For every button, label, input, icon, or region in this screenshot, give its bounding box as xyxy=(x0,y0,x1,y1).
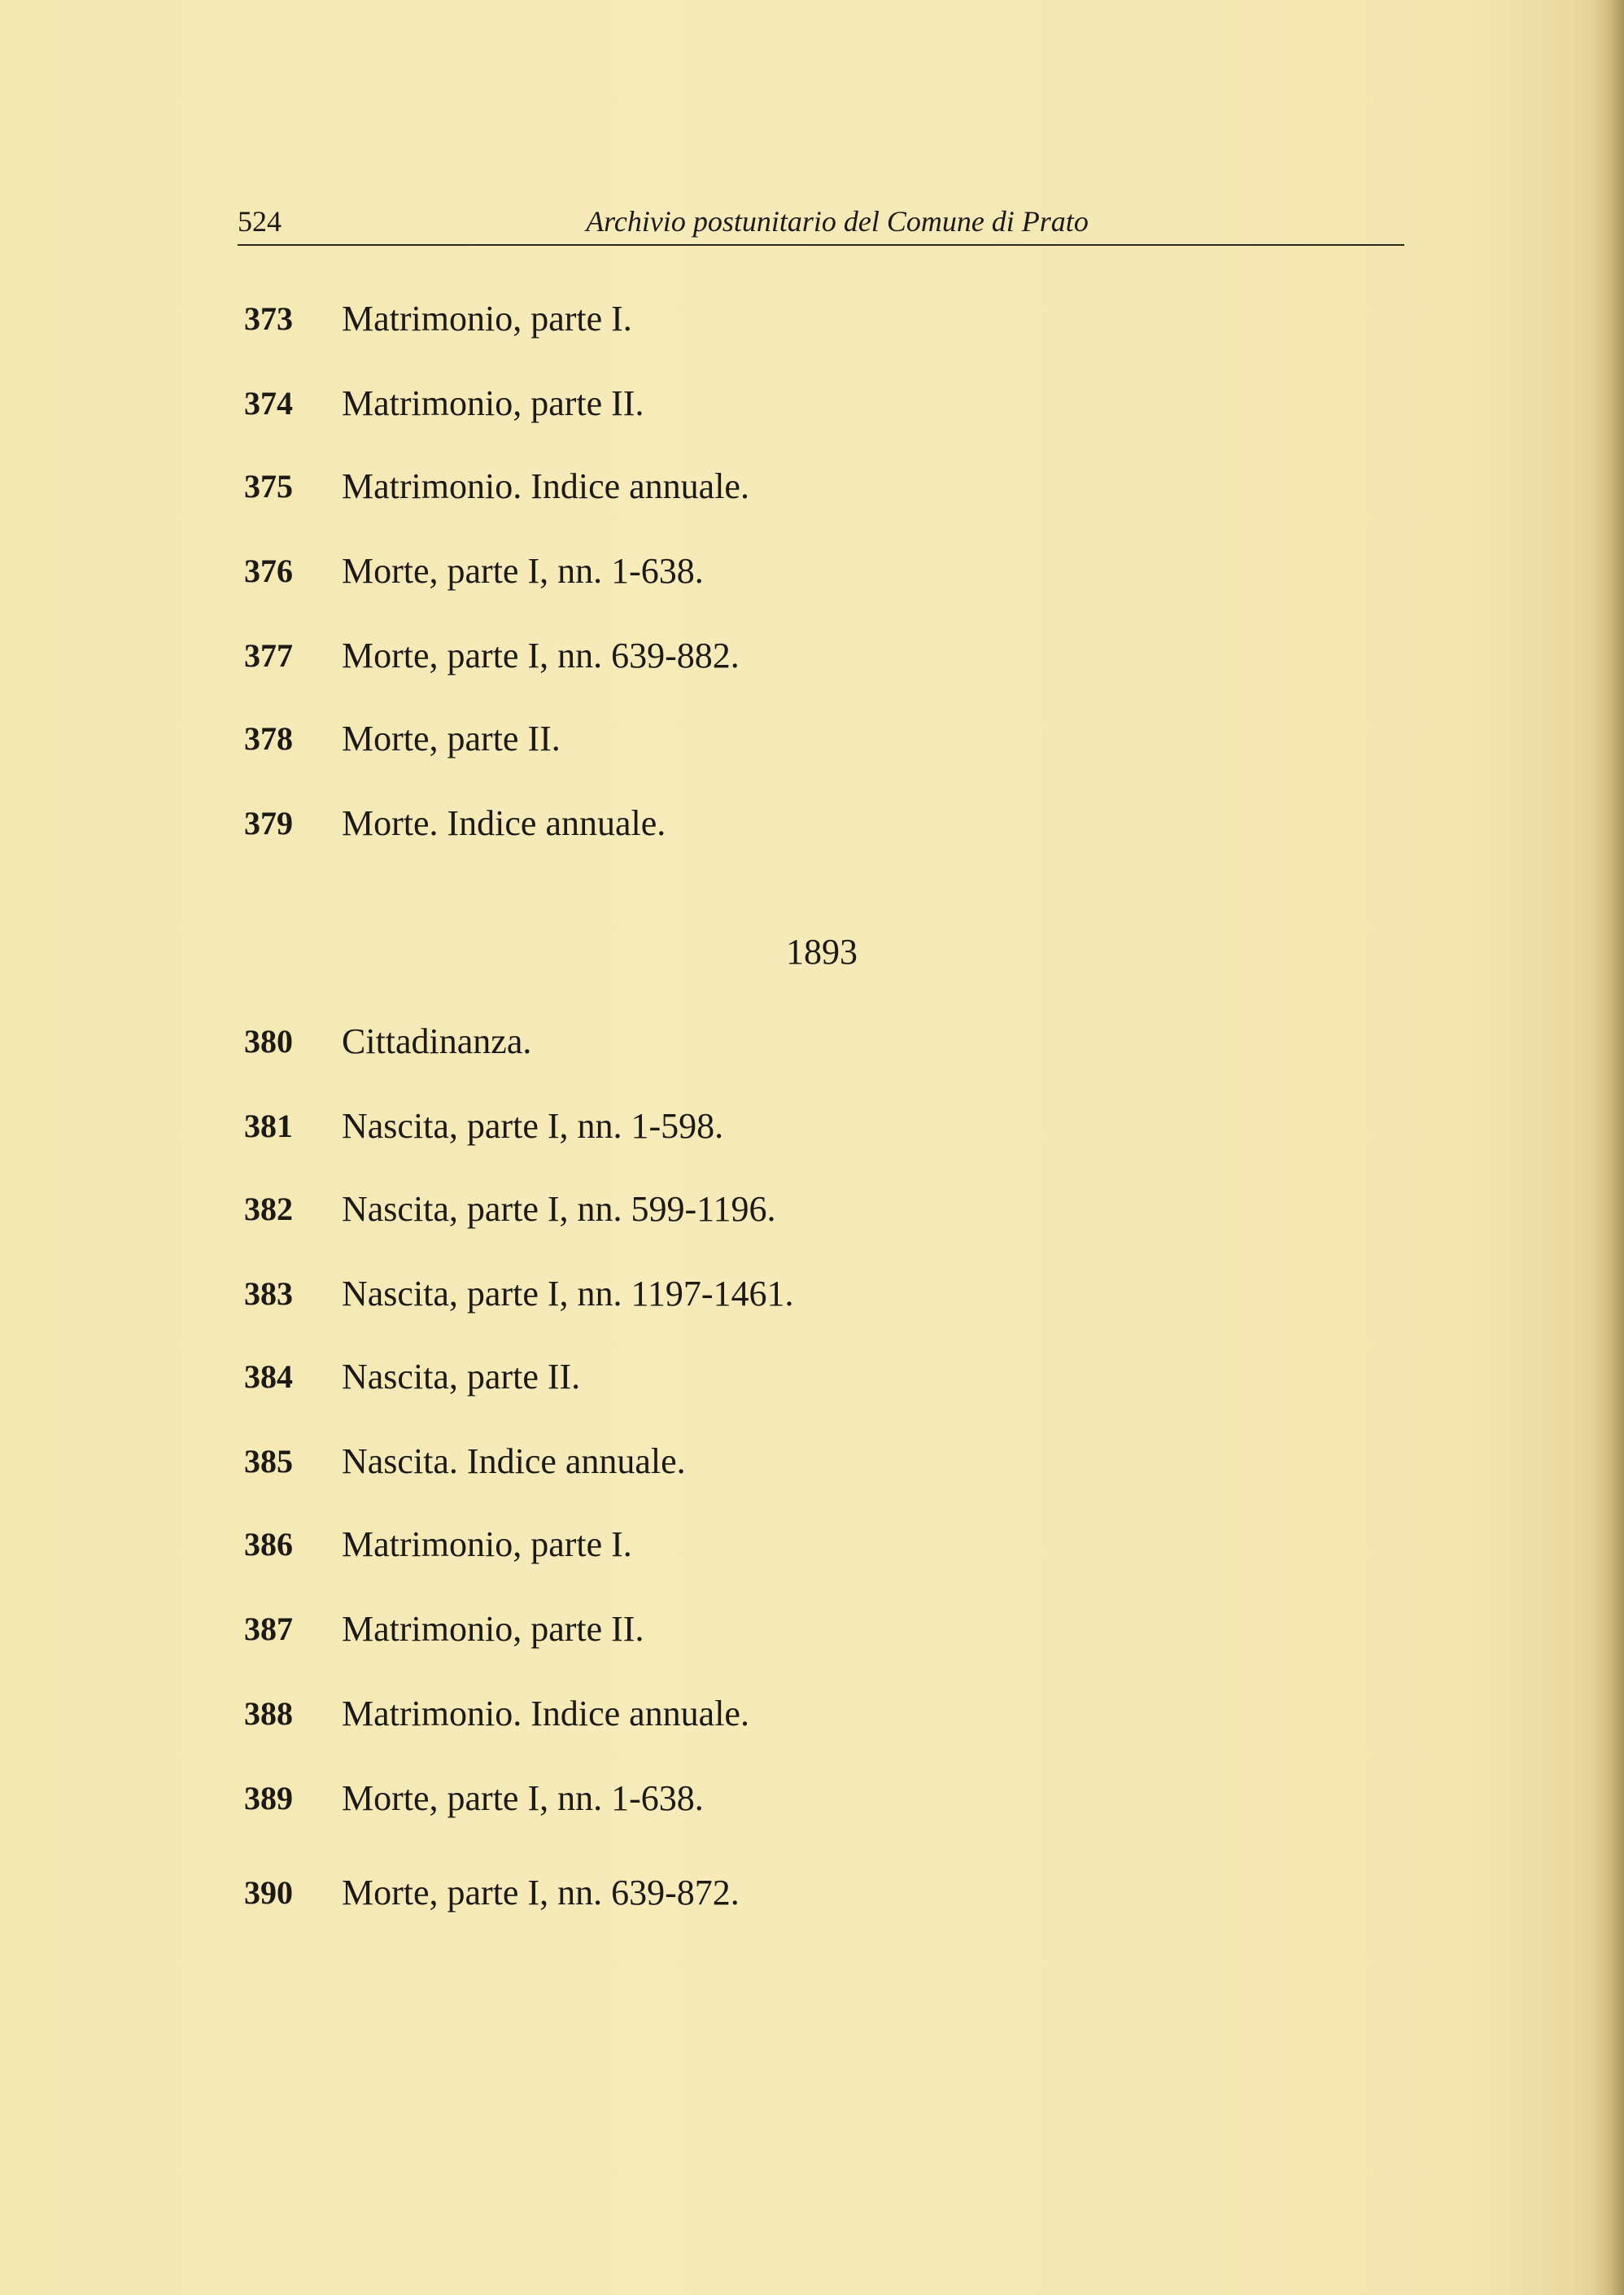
entry-number: 375 xyxy=(244,468,293,505)
list-item xyxy=(244,1185,1139,1234)
list-item xyxy=(244,1869,1139,1917)
entry-number: 385 xyxy=(244,1443,293,1480)
list-item xyxy=(244,295,1139,343)
list-item xyxy=(244,379,1139,428)
running-title: Archivio postunitario del Comune di Prato xyxy=(586,205,1089,238)
entry-text: Matrimonio, parte II. xyxy=(342,1609,644,1649)
entry-number: 380 xyxy=(244,1023,293,1060)
entry-text: Matrimonio, parte I. xyxy=(342,299,632,339)
entry-number: 382 xyxy=(244,1191,293,1227)
list-item xyxy=(244,1437,1139,1486)
page-number: 524 xyxy=(238,205,282,238)
list-item xyxy=(244,1102,1139,1151)
year-heading: 1893 xyxy=(786,932,858,972)
entry-text: Nascita, parte I, nn. 1-598. xyxy=(342,1106,724,1146)
entry-number: 379 xyxy=(244,805,293,842)
list-item xyxy=(244,547,1139,596)
list-item xyxy=(244,1774,1139,1823)
entry-text: Morte, parte I, nn. 1-638. xyxy=(342,551,704,591)
entry-number: 390 xyxy=(244,1874,293,1911)
entry-number: 383 xyxy=(244,1275,293,1312)
list-item xyxy=(244,1690,1139,1738)
entry-number: 387 xyxy=(244,1611,293,1647)
entry-text: Nascita, parte I, nn. 599-1196. xyxy=(342,1189,776,1229)
entry-number: 389 xyxy=(244,1780,293,1816)
list-item xyxy=(244,1270,1139,1318)
entry-number: 378 xyxy=(244,720,293,757)
entry-text: Nascita, parte II. xyxy=(342,1357,581,1397)
list-item xyxy=(244,1353,1139,1401)
list-item xyxy=(244,1520,1139,1569)
entry-text: Cittadinanza. xyxy=(342,1021,532,1061)
entry-number: 374 xyxy=(244,385,293,422)
entry-text: Nascita. Indice annuale. xyxy=(342,1441,686,1481)
entry-text: Morte. Indice annuale. xyxy=(342,803,666,843)
entry-text: Matrimonio. Indice annuale. xyxy=(342,466,749,506)
list-item xyxy=(244,799,1139,848)
entry-text: Matrimonio. Indice annuale. xyxy=(342,1694,749,1733)
list-item xyxy=(244,1605,1139,1654)
entry-text: Matrimonio, parte II. xyxy=(342,383,644,423)
entry-number: 373 xyxy=(244,300,293,337)
entry-text: Nascita, parte I, nn. 1197-1461. xyxy=(342,1274,794,1314)
entry-text: Morte, parte I, nn. 639-882. xyxy=(342,636,740,675)
list-item xyxy=(244,1017,1139,1066)
entry-text: Matrimonio, parte I. xyxy=(342,1524,632,1564)
list-item xyxy=(244,462,1139,511)
entry-number: 376 xyxy=(244,553,293,589)
entry-text: Morte, parte I, nn. 639-872. xyxy=(342,1873,740,1912)
entry-text: Morte, parte II. xyxy=(342,719,561,758)
entry-number: 377 xyxy=(244,637,293,674)
entry-number: 386 xyxy=(244,1526,293,1563)
list-item xyxy=(244,715,1139,763)
entry-number: 388 xyxy=(244,1695,293,1732)
entry-number: 381 xyxy=(244,1108,293,1144)
entry-text: Morte, parte I, nn. 1-638. xyxy=(342,1778,704,1818)
entry-number: 384 xyxy=(244,1358,293,1395)
list-item xyxy=(244,632,1139,680)
